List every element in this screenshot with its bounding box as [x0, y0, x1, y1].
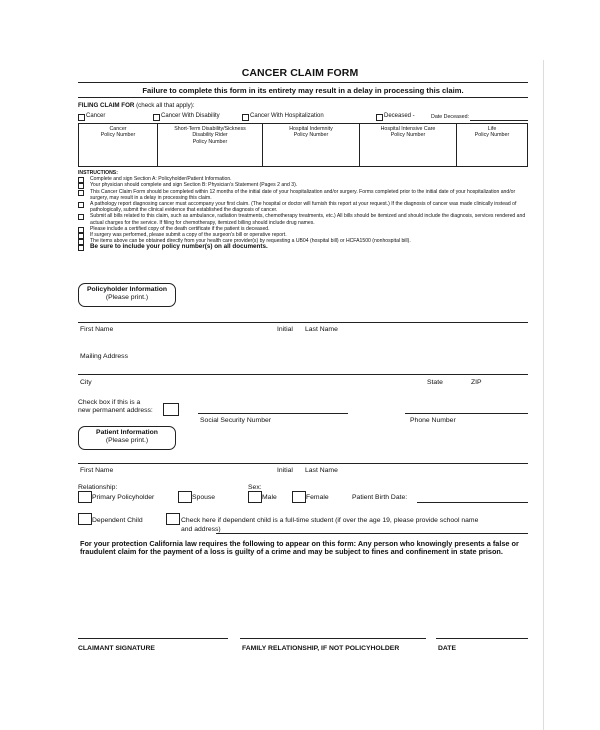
spouse-label: Spouse [192, 494, 216, 501]
birth-date-field[interactable] [417, 502, 528, 503]
phone-field[interactable] [405, 413, 528, 414]
first-name-label: First Name [80, 326, 114, 333]
relationship-label: Relationship: [78, 484, 118, 491]
col-label: Disability Rider [192, 132, 228, 139]
primary-policyholder-checkbox[interactable] [78, 491, 92, 503]
form-title: CANCER CLAIM FORM [241, 67, 359, 79]
instruction-checkbox[interactable] [78, 190, 84, 196]
mailing-address-label: Mailing Address [80, 353, 128, 360]
and-address-label: and address) [181, 526, 221, 533]
col-label: Short-Term Disability/Sickness [174, 126, 246, 132]
filing-cancer-label: Cancer [86, 113, 106, 119]
state-label: State [427, 379, 443, 386]
warning-rule [78, 97, 528, 98]
instruction-item [78, 189, 528, 201]
col-label: Policy Number [293, 132, 329, 139]
col-label: Policy Number [474, 132, 510, 139]
female-label: Female [306, 494, 329, 501]
male-label: Male [262, 494, 277, 501]
instruction-text: Submit all bills related to this claim, such as ambulance, radiation treatments, chemotherapy treatments, etc.) All bills should be itemized and should include the diagnosis, services rendered and actual charges for the service. If filing for chemotherapy, itemized billing should include drug names. [90, 213, 526, 226]
dependent-child-checkbox[interactable] [78, 513, 92, 525]
filing-disability-checkbox[interactable] [153, 114, 160, 121]
life-policy-cell[interactable] [457, 124, 528, 167]
instruction-checkbox[interactable] [78, 202, 84, 208]
col-label: Hospital Indemnity [289, 126, 333, 132]
family-relationship-field[interactable] [240, 638, 426, 639]
instructions-block [78, 170, 528, 251]
col-label: Policy Number [390, 132, 426, 139]
policyholder-name-field[interactable] [78, 322, 528, 323]
policy-number-table [78, 123, 528, 167]
filing-hospitalization-checkbox[interactable] [242, 114, 249, 121]
filing-cancer-checkbox[interactable] [78, 114, 85, 121]
dependent-child-label: Dependent Child [92, 517, 143, 524]
claimant-signature-field[interactable] [78, 638, 228, 639]
instruction-text: Complete and sign Section A: Policyholder/Patient Information. [90, 176, 232, 183]
hospital-indemnity-policy-cell[interactable] [263, 124, 360, 167]
col-label: Policy Number [100, 132, 136, 139]
col-label: Cancer [109, 126, 127, 132]
spouse-checkbox[interactable] [178, 491, 192, 503]
zip-label: ZIP [471, 379, 482, 386]
policyholder-section-header [78, 283, 176, 307]
filing-disability-label: Cancer With Disability [161, 113, 220, 119]
primary-policyholder-label: Primary Policyholder [92, 494, 155, 501]
ssn-field[interactable] [198, 413, 348, 414]
date-field[interactable] [436, 638, 528, 639]
phone-label: Phone Number [410, 417, 456, 424]
patient-first-name-label: First Name [80, 467, 114, 474]
new-address-checkbox[interactable] [163, 403, 179, 416]
cancer-policy-cell[interactable] [79, 124, 158, 167]
instruction-checkbox[interactable] [78, 245, 84, 251]
male-checkbox[interactable] [248, 491, 262, 503]
last-name-label: Last Name [305, 326, 338, 333]
female-checkbox[interactable] [292, 491, 306, 503]
filing-heading-label: FILING CLAIM FOR [78, 102, 135, 109]
instruction-text: This Cancer Claim Form should be completed within 12 months of the initial date of your hospitalization and/or surgery. Forms completed prior to the initial date of your hospitalization and/or surgery, may result in a delay in processing this claim. [90, 188, 516, 201]
filing-deceased-label: Deceased - [384, 113, 415, 119]
family-relationship-label: FAMILY RELATIONSHIP, IF NOT POLICYHOLDER [242, 645, 400, 652]
initial-label: Initial [277, 326, 293, 333]
title-rule [78, 82, 528, 83]
california-notice: For your protection California law requires the following to appear on this form: Any person who knowingly presents a false or fraudulent claim for the payment of a loss is guilty of a crime and may be subject to fines and confinement in state prison. [80, 539, 519, 557]
claimant-signature-label: CLAIMANT SIGNATURE [78, 645, 155, 652]
patient-name-field[interactable] [78, 463, 528, 464]
policyholder-heading: Policyholder Information [86, 286, 168, 293]
sex-label: Sex: [248, 484, 262, 491]
ssn-label: Social Security Number [200, 417, 272, 424]
instruction-item [78, 201, 528, 213]
date-deceased-field[interactable] [470, 120, 528, 121]
instruction-text: The items above can be obtained directly from your health care provider(s) by requesting a UB04 (hospital bill) or HCFA1500 (nonhospital bill). [90, 238, 411, 245]
fulltime-student-label: Check here if dependent child is a full-time student (if over the age 19, please provide school name [181, 517, 479, 524]
instruction-text: Be sure to include your policy number(s) on all documents. [90, 243, 268, 251]
new-address-line2: new permanent address: [78, 407, 153, 415]
filing-heading [78, 102, 195, 109]
instruction-text: Your physician should complete and sign Section B: Physician's Statement (Pages 2 and 3). [90, 182, 298, 189]
filing-heading-note: (check all that apply): [134, 102, 195, 109]
instruction-item [78, 213, 528, 225]
instruction-text: Please include a certified copy of the death certificate if the patient is deceased. [90, 225, 270, 232]
new-address-label [78, 399, 153, 415]
date-label: DATE [438, 645, 456, 652]
page-edge [543, 60, 544, 730]
patient-heading: Patient Information [96, 429, 158, 436]
fulltime-student-checkbox[interactable] [166, 513, 180, 525]
instruction-text: A pathology report diagnosing cancer must accompany your first claim. (The hospital or doctor will furnish this report at your request.) If the diagnosis of cancer was made clinically instead of pathologically, submit the clinical evidence that established the diagnosis of cancer. [90, 201, 517, 214]
col-label: Life [487, 126, 497, 132]
disability-policy-cell[interactable] [158, 124, 263, 167]
instruction-item [78, 244, 528, 250]
col-label: Hospital Intensive Care [380, 126, 436, 132]
birth-date-label: Patient Birth Date: [352, 494, 408, 501]
patient-initial-label: Initial [277, 467, 293, 474]
instructions-heading: INSTRUCTIONS: [78, 170, 118, 176]
date-deceased-label: Date Deceased: [431, 114, 469, 120]
col-label: Policy Number [192, 138, 228, 145]
new-address-line1: Check box if this is a [78, 399, 141, 406]
instruction-checkbox[interactable] [78, 214, 84, 220]
filing-hospitalization-label: Cancer With Hospitalization [250, 113, 324, 119]
form-warning: Failure to complete this form in its entirety may result in a delay in processing this claim. [142, 86, 464, 95]
patient-subheading: (Please print.) [105, 437, 149, 444]
filing-deceased-checkbox[interactable] [376, 114, 383, 121]
city-label: City [80, 379, 92, 386]
patient-section-header [78, 426, 176, 450]
policyholder-subheading: (Please print.) [105, 294, 149, 301]
address-field[interactable] [78, 374, 528, 375]
patient-last-name-label: Last Name [305, 467, 338, 474]
school-address-field[interactable] [216, 533, 528, 534]
intensive-care-policy-cell[interactable] [360, 124, 457, 167]
instruction-text: If surgery was performed, please submit a copy of the surgeon's bill or operative report. [90, 232, 287, 239]
